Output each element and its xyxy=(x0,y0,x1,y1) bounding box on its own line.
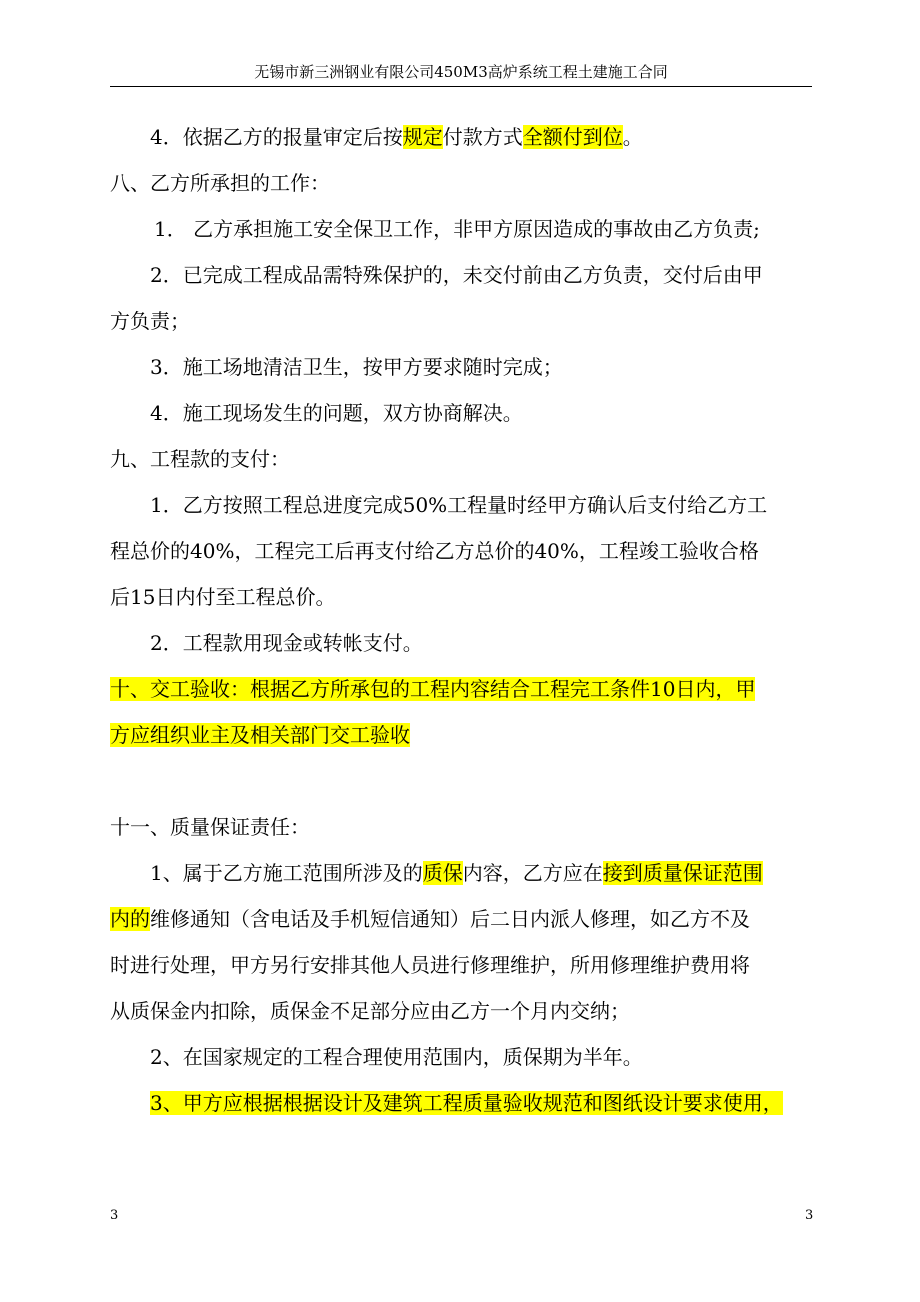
text-line xyxy=(110,160,812,206)
text-line xyxy=(110,1080,812,1126)
text-line xyxy=(110,666,812,712)
text-segment: 2．工程款用现金或转帐支付。 xyxy=(150,631,423,655)
highlighted-text: 方应组织业主及相关部门交工验收 xyxy=(110,723,410,747)
highlighted-text: 内的 xyxy=(110,907,150,931)
text-segment: 4．施工现场发生的问题，双方协商解决。 xyxy=(150,401,523,425)
text-segment: 。 xyxy=(622,125,643,149)
text-line xyxy=(110,344,812,390)
text-segment: 1、属于乙方施工范围所涉及的 xyxy=(150,861,423,885)
blank-line xyxy=(110,758,812,804)
text-line xyxy=(110,390,812,436)
text-line xyxy=(110,252,812,298)
text-segment: 后15日内付至工程总价。 xyxy=(110,585,336,609)
text-segment: 4．依据乙方的报量审定后按 xyxy=(150,125,403,149)
highlighted-text: 全额付到位 xyxy=(522,125,623,149)
highlighted-text: 十、交工验收：根据乙方所承包的工程内容结合工程完工条件10日内，甲 xyxy=(110,677,756,701)
text-segment: 3．施工场地清洁卫生，按甲方要求随时完成； xyxy=(150,355,563,379)
text-segment: 从质保金内扣除，质保金不足部分应由乙方一个月内交纳； xyxy=(110,999,630,1023)
document-body xyxy=(110,114,812,1126)
page-header-title: 无锡市新三洲钢业有限公司450M3高炉系统工程土建施工合同 xyxy=(254,63,668,81)
text-segment: 九、工程款的支付： xyxy=(110,447,290,471)
text-line xyxy=(110,206,812,252)
text-segment: 2．已完成工程成品需特殊保护的，未交付前由乙方负责，交付后由甲 xyxy=(150,263,763,287)
highlighted-text: 规定 xyxy=(402,125,443,149)
text-line xyxy=(110,620,812,666)
text-line xyxy=(110,988,812,1034)
text-segment: 程总价的40%，工程完工后再支付给乙方总价的40%，工程竣工验收合格 xyxy=(110,539,759,563)
text-segment: 1．乙方按照工程总进度完成50%工程量时经甲方确认后支付给乙方工 xyxy=(150,493,768,517)
text-segment: 1． 乙方承担施工安全保卫工作，非甲方原因造成的事故由乙方负责; xyxy=(154,217,760,241)
text-line xyxy=(110,528,812,574)
text-segment: 时进行处理，甲方另行安排其他人员进行修理维护，所用修理维护费用将 xyxy=(110,953,750,977)
text-line xyxy=(110,1034,812,1080)
text-segment: 十一、质量保证责任： xyxy=(110,815,310,839)
text-segment: 方负责； xyxy=(110,309,190,333)
highlighted-text: 3、甲方应根据根据设计及建筑工程质量验收规范和图纸设计要求使用， xyxy=(150,1091,783,1115)
text-segment: 八、乙方所承担的工作： xyxy=(110,171,330,195)
text-segment: 内容，乙方应在 xyxy=(462,861,603,885)
header-rule xyxy=(110,86,812,87)
text-segment: 付款方式 xyxy=(442,125,523,149)
highlighted-text: 质保 xyxy=(422,861,463,885)
text-line xyxy=(110,804,812,850)
highlighted-text: 接到质量保证范围 xyxy=(602,861,763,885)
page-number-left: 3 xyxy=(110,1208,119,1223)
text-segment: 维修通知（含电话及手机短信通知）后二日内派人修理，如乙方不及 xyxy=(150,907,750,931)
page-number-right: 3 xyxy=(805,1208,814,1223)
text-line xyxy=(110,436,812,482)
text-line xyxy=(110,896,812,942)
text-line xyxy=(110,298,812,344)
text-line xyxy=(110,482,812,528)
text-line xyxy=(110,712,812,758)
text-segment: 2、在国家规定的工程合理使用范围内，质保期为半年。 xyxy=(150,1045,643,1069)
text-line xyxy=(110,850,812,896)
text-line xyxy=(110,114,812,160)
text-line xyxy=(110,574,812,620)
text-line xyxy=(110,942,812,988)
